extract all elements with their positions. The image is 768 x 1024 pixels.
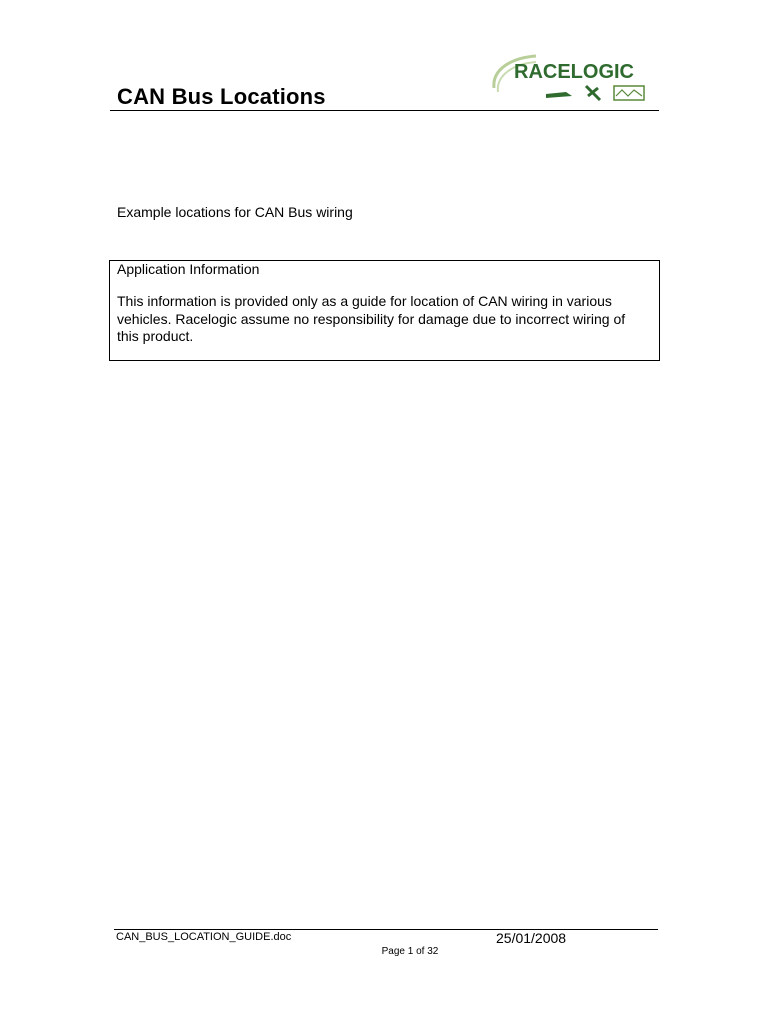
page-title: CAN Bus Locations <box>117 84 326 109</box>
header-divider <box>110 110 659 111</box>
info-heading: Application Information <box>117 261 260 277</box>
application-info-box <box>109 260 660 361</box>
footer-divider <box>114 929 658 930</box>
footer-date: 25/01/2008 <box>496 930 567 946</box>
footer-filename: CAN_BUS_LOCATION_GUIDE.doc <box>116 931 292 943</box>
intro-text: Example locations for CAN Bus wiring <box>117 204 353 220</box>
page-number: Page 1 of 32 <box>381 946 439 957</box>
logo-wordmark: RACELOGIC <box>514 61 634 83</box>
info-body: This information is provided only as a guide for location of CAN wiring in various vehicles. Racelogic assume no responsibility for damage due to incorrect wiring of this product. <box>117 293 626 344</box>
racelogic-logo <box>488 52 650 106</box>
